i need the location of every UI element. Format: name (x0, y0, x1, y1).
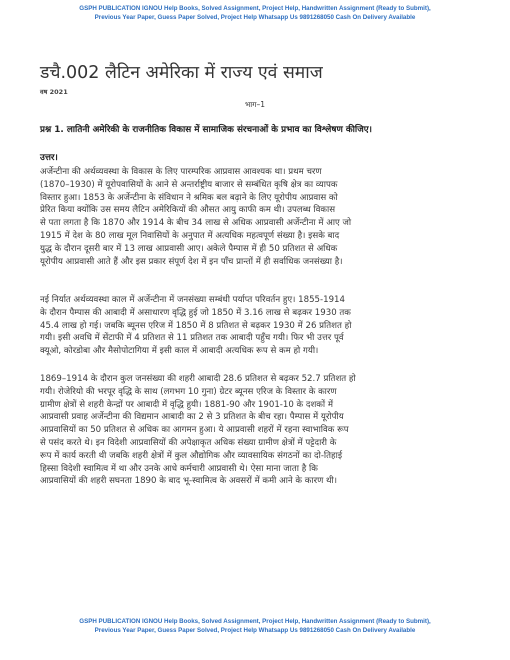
paragraph-line: से पता लगता है कि 1870 और 1914 के बीच 34 लाख से अधिक आप्रवासी अर्जेन्टीना में आए जो (40, 218, 352, 229)
paragraph-line: क्यूओ, कोरडोबा और मैसोपोटागिया में इसी काल में आबादी अत्यधिक रूप से कम हो गयी। (40, 346, 319, 357)
paragraph-line: नई निर्यात अर्थव्यवस्था काल में अर्जेन्टीना में जनसंख्या सम्बंधी पर्याप्त परिवर्तन हुए। 1855-1914 (40, 295, 345, 305)
paragraph-line: रूप में कार्य करती थी जबकि शहरी क्षेत्रों में कुल औद्योगिक और व्यावसायिक संगठनों का दो-तिहाई (40, 450, 343, 461)
paragraph-line: आप्रवासियों की शहरी सघनता 1890 के बाद भू-स्वामित्व के अवसरों में कमी आने के कारण थी। (40, 476, 338, 487)
header-line-2: Previous Year Paper, Guess Paper Solved, Project Help Whatsapp Us 9891268050 Cash On Delivery Available (94, 14, 416, 21)
paragraph-line: 1869–1914 के दौरान कुल जनसंख्या की शहरी आबादी 28.6 प्रतिशत से बढ़कर 52.7 प्रतिशत हो (40, 374, 356, 384)
paragraph-line: प्रेरित किया क्योंकि उस समय लैटिन अमेरिकियों की औसत आयु काफी कम थी। उपलब्ध विकास (40, 205, 336, 216)
publisher-footer (40, 617, 470, 635)
paragraph-2 (40, 294, 472, 358)
publisher-header (40, 4, 470, 22)
paragraph-line: युद्ध के दौरान दूसरी बार में 13 लाख आप्रवासी आए। अकेले पैम्पास में ही 50 प्रतिशत से अधिक (40, 243, 338, 254)
paragraph-line: विस्तार हुआ। 1853 के अर्जेन्टीना के संविधान ने श्रमिक बल बढ़ाने के लिए यूरोपीय आप्रवास को (40, 192, 338, 203)
paragraph-line: 1915 में देश के 80 लाख मूल निवासियों के अनुपात में अत्यधिक महत्वपूर्ण संख्या है। इसके बाद (40, 230, 340, 241)
year-label: वष 2021 (40, 88, 68, 96)
paragraph-line: गयी। इसी अवधि में सेंटाफी में 4 प्रतिशत से 11 प्रतिशत तक आबादी पहुँच गयी। फिर भी उत्तर पूर्व (40, 333, 344, 344)
part-heading: भाग–1 (245, 100, 265, 109)
paragraph-line: हिस्सा विदेशी स्वामित्व में था और उनके आधे कर्मचारी आप्रवासी थे। ऐसा माना जाता है कि (40, 463, 318, 474)
paragraph-line: आप्रवासियों का 50 प्रतिशत से अधिक का आगमन हुआ। ये आप्रवासी शहरों में रहना स्वाभाविक रूप (40, 425, 349, 436)
paragraph-line: आप्रवासी प्रवाह अर्जेन्टीना की विद्यमान आबादी का 2 से 3 प्रतिशत के बीच रहा। पैम्पास में यूरोपीय (40, 412, 344, 423)
paragraph-1 (40, 166, 472, 268)
paragraph-line: 45.4 लाख हो गई। जबकि ब्यूनस एरिज में 1850 में 8 प्रतिशत से बढ़कर 1930 में 26 प्रतिशत हो (40, 320, 352, 331)
paragraph-line: (1870–1930) में यूरोपवासियों के आने से अन्तर्राष्ट्रीय बाजार से सम्बंधित कृषि क्षेत्र का व्यापक (40, 179, 338, 190)
footer-line-1: GSPH PUBLICATION IGNOU Help Books, Solved Assignment, Project Help, Handwritten Assignment (Ready to Submit), (79, 618, 431, 625)
paragraph-line: से पसंद करते थे। इन विदेशी आप्रवासियों की अपेक्षाकृत अधिक संख्या ग्रामीण क्षेत्रों में पट्टेदारी के (40, 437, 337, 448)
question-text: प्रश्न 1. लातिनी अमेरिकी के राजनीतिक विकास में सामाजिक संरचनाओं के प्रभाव का विश्लेषण कीजिए। (40, 125, 372, 135)
answer-label: उत्तर। (40, 153, 58, 163)
paragraph-line: गयी। रोजेरियो की भरपूर वृद्धि के साथ (लगभग 10 गुना) ग्रेटर ब्यूनस एरिज के विस्तार के कारण (40, 386, 337, 397)
paragraph-3 (40, 373, 472, 488)
page-title: डचै.002 लैटिन अमेरिका में राज्य एवं समाज (40, 63, 323, 83)
paragraph-line: अर्जेन्टीना की अर्थव्यवस्था के विकास के लिए पारम्परिक आप्रवास आवश्यक था। प्रथम चरण (40, 167, 322, 177)
paragraph-line: के दौरान पैम्पास की आबादी में असाधारण वृद्धि हुई जो 1850 में 3.16 लाख से बढ़कर 1930 तक (40, 307, 351, 318)
header-line-1: GSPH PUBLICATION IGNOU Help Books, Solved Assignment, Project Help, Handwritten Assignment (Ready to Submit), (79, 5, 431, 12)
paragraph-line: यूरोपीय आप्रवासी आते हैं और इस प्रकार संपूर्ण देश में इन पाँच प्रान्तों में ही सर्वाधिक जनसंख्या है। (40, 256, 343, 267)
paragraph-line: ग्रामीण क्षेत्रों से शहरी केन्द्रों पर आबादी में वृद्धि हुयी। 1881-90 और 1901-10 के दशकों में (40, 399, 333, 410)
footer-line-2: Previous Year Paper, Guess Paper Solved, Project Help Whatsapp Us 9891268050 Cash On Delivery Available (94, 627, 416, 634)
